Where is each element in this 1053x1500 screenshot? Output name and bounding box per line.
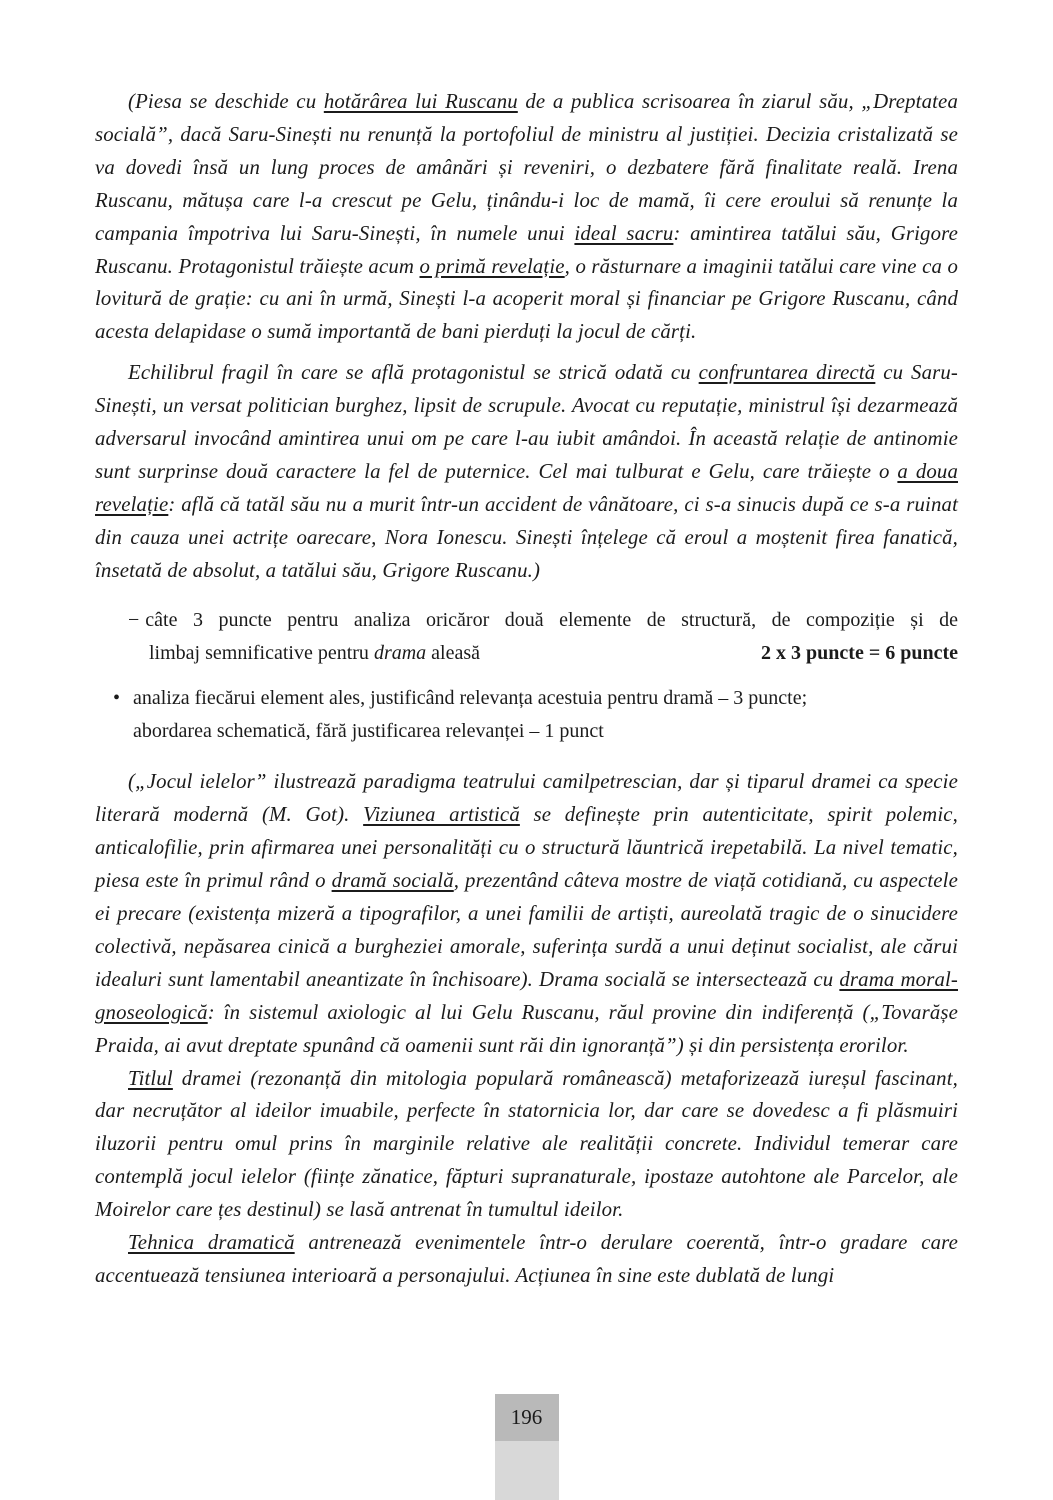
footer-tail-bar: [495, 1441, 559, 1500]
dash-marker: −: [128, 608, 140, 631]
scoring-dash-line-2: [95, 637, 958, 670]
synopsis-paragraph-1: (Piesa se deschide cu hotărârea lui Ruscanu de a publica scrisoarea în ziarul său, „Dreptatea socială”, dacă Saru-Sinești nu renunță la portofoliul de ministru al justiției. Decizia cristalizată se va dovedi însă un lung proces de amânări și reveniri, o dezbatere fără finalitate reală. Irena Ruscanu, mătușa care l-a crescut pe Gelu, ținându-i loc de mamă, îi cere eroului să renunțe la campania împotriva lui Saru-Sinești, în numele unui ideal sacru: amintirea tatălui său, Grigore Ruscanu. Protagonistul trăiește acum o primă revelație, o răsturnare a imaginii tatălui care vine ca o lovitură de grație: cu ani în urmă, Sinești l-a acoperit moral și financiar pe Grigore Ruscanu, când acesta delapidase o sumă importantă de bani pierduți la jocul de cărți.: [95, 90, 958, 344]
scoring-bullet-line-2: abordarea schematică, fără justificarea relevanței – 1 punct: [133, 720, 604, 743]
bullet-marker: •: [113, 687, 121, 709]
commentary-paragraph-3: Tehnica dramatică antrenează evenimentele într-o derulare coerentă, într-o gradare care accentuează tensiunea interioară a personajului. Acțiunea în sine este dublată de lungi: [95, 1231, 958, 1287]
scoring-item-structure: [95, 604, 958, 670]
scoring-dash-line-1: [95, 604, 958, 637]
scoring-dash-text-1: câte 3 puncte pentru analiza oricăror două elemente de structură, de compoziție și de: [145, 608, 958, 631]
commentary-block: [95, 766, 958, 1293]
text-block: [95, 86, 958, 1293]
page-footer: [0, 1394, 1053, 1500]
page-number-box: [495, 1394, 559, 1441]
scoring-dash-text-2: limbaj semnificative pentru drama aleasă: [149, 641, 481, 664]
synopsis-paragraph-2: Echilibrul fragil în care se află protagonistul se strică odată cu confruntarea directă cu Saru-Sinești, un versat politician burghez, lipsit de scrupule. Avocat cu reputație, ministrul își dezarmează adversarul invocând amintirea unui om pe care l-au iubit amândoi. În această relație de antinomie sunt surprinse două caractere la fel de puternice. Cel mai tulburat e Gelu, care trăiește o a doua revelație: află că tatăl său nu a murit într-un accident de vânătoare, ci s-a sinucis după ce s-a ruinat din cauza unei actrițe oarecare, Nora Ionescu. Sinești înțelege că eroul a moștenit firea fanatică, însetată de absolut, a tatălui său, Grigore Ruscanu.): [95, 361, 959, 582]
score-value: 2 x 3 puncte = 6 puncte: [761, 641, 958, 664]
scoring-item-analysis: [95, 682, 958, 748]
page-number: 196: [510, 1405, 543, 1429]
commentary-paragraph-2: Titlul dramei (rezonanță din mitologia populară românească) metaforizează iureșul fascinant, dar necruțător al ideilor imuabile, perfecte în statornicia lor, dar care se dovedesc a fi plăsmuiri iluzorii pentru omul prins în marginile relative ale realității concrete. Individul temerar care contemplă jocul ielelor (ființe zănatice, făpturi supranaturale, ipostaze autohtone ale Parcelor, ale Moirelor care țes destinul) se lasă antrenat în tumultul ideilor.: [95, 1066, 958, 1222]
scoring-bullet-line-1: analiza fiecărui element ales, justificând relevanța acestuia pentru dramă – 3 puncte;: [133, 687, 808, 709]
commentary-paragraph-1: („Jocul ielelor” ilustrează paradigma teatrului camilpetrescian, dar și tiparul dramei ca specie literară modernă (M. Got). Viziunea artistică se definește prin autenticitate, spirit polemic, anticalofilie, prin afirmarea unei personalități cu o structură lăuntrică irepetabilă. La nivel tematic, piesa este în primul rând o dramă socială, prezentând câteva mostre de viață cotidiană, cu aspectele ei precare (existența mizeră a tipografilor, a unei familii de artiști, aureolată tragic de o sinucidere colectivă, nepăsarea cinică a burgheziei amorale, suferința surdă a unui deținut socialist, ale cărui idealuri sunt lamentabil aneantizate în închisoare). Drama socială se intersectează cu drama moral-gnoseologică: în sistemul axiologic al lui Gelu Ruscanu, răul provine din indiferență („Tovarășe Praida, ai avut dreptate spunând că oamenii sunt răi din ignoranță”) și din persistența erorilor.: [95, 770, 958, 1057]
